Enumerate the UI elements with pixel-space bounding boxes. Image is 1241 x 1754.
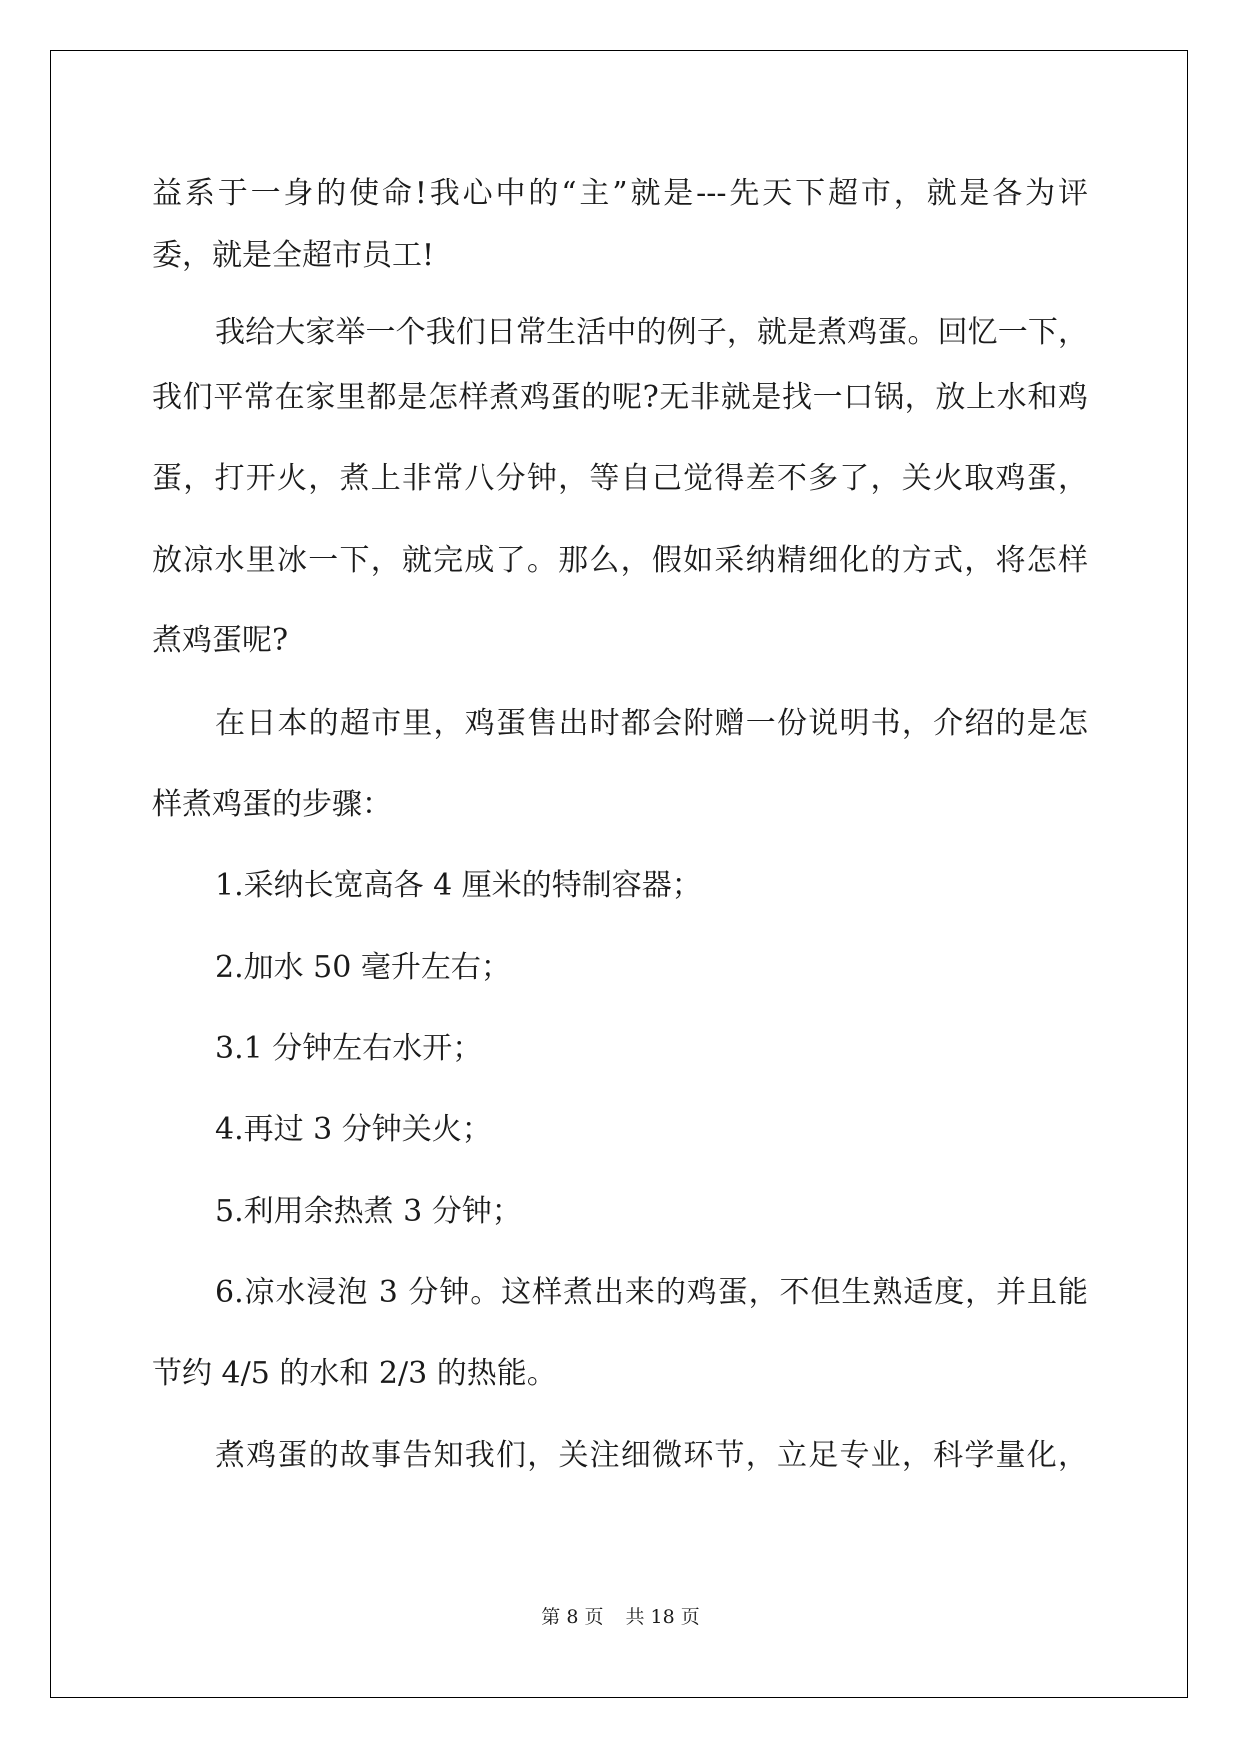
list-item: 4.再过 3 分钟关火； <box>215 1112 492 1147</box>
page-total: 共 18 页 <box>625 1606 700 1628</box>
page-footer <box>0 1602 1241 1629</box>
list-item: 3.1 分钟左右水开； <box>215 1031 483 1066</box>
text-line: 蛋，打开火，煮上非常八分钟，等自己觉得差不多了，关火取鸡蛋， <box>152 461 1088 496</box>
text-line: 益系于一身的使命!我心中的“主”就是---先天下超市，就是各为评 <box>152 176 1088 211</box>
text-line: 煮鸡蛋的故事告知我们，关注细微环节，立足专业，科学量化， <box>215 1438 1088 1473</box>
page-number: 第 8 页 <box>541 1606 604 1628</box>
list-item: 5.利用余热煮 3 分钟； <box>215 1194 522 1229</box>
text-line: 在日本的超市里，鸡蛋售出时都会附赠一份说明书，介绍的是怎 <box>215 706 1088 741</box>
text-line: 我给大家举一个我们日常生活中的例子，就是煮鸡蛋。回忆一下， <box>215 315 1088 350</box>
list-item: 6.凉水浸泡 3 分钟。这样煮出来的鸡蛋，不但生熟适度，并且能 <box>215 1275 1088 1310</box>
text-line: 我们平常在家里都是怎样煮鸡蛋的呢?无非就是找一口锅，放上水和鸡 <box>152 380 1088 415</box>
text-line: 样煮鸡蛋的步骤： <box>152 787 392 822</box>
text-line: 委，就是全超市员工! <box>152 238 435 273</box>
text-line: 节约 4/5 的水和 2/3 的热能。 <box>152 1356 557 1391</box>
text-line: 放凉水里冰一下，就完成了。那么，假如采纳精细化的方式，将怎样 <box>152 543 1088 578</box>
list-item: 2.加水 50 毫升左右； <box>215 950 511 985</box>
text-line: 煮鸡蛋呢? <box>152 623 289 658</box>
list-item: 1.采纳长宽高各 4 厘米的特制容器； <box>215 868 702 903</box>
